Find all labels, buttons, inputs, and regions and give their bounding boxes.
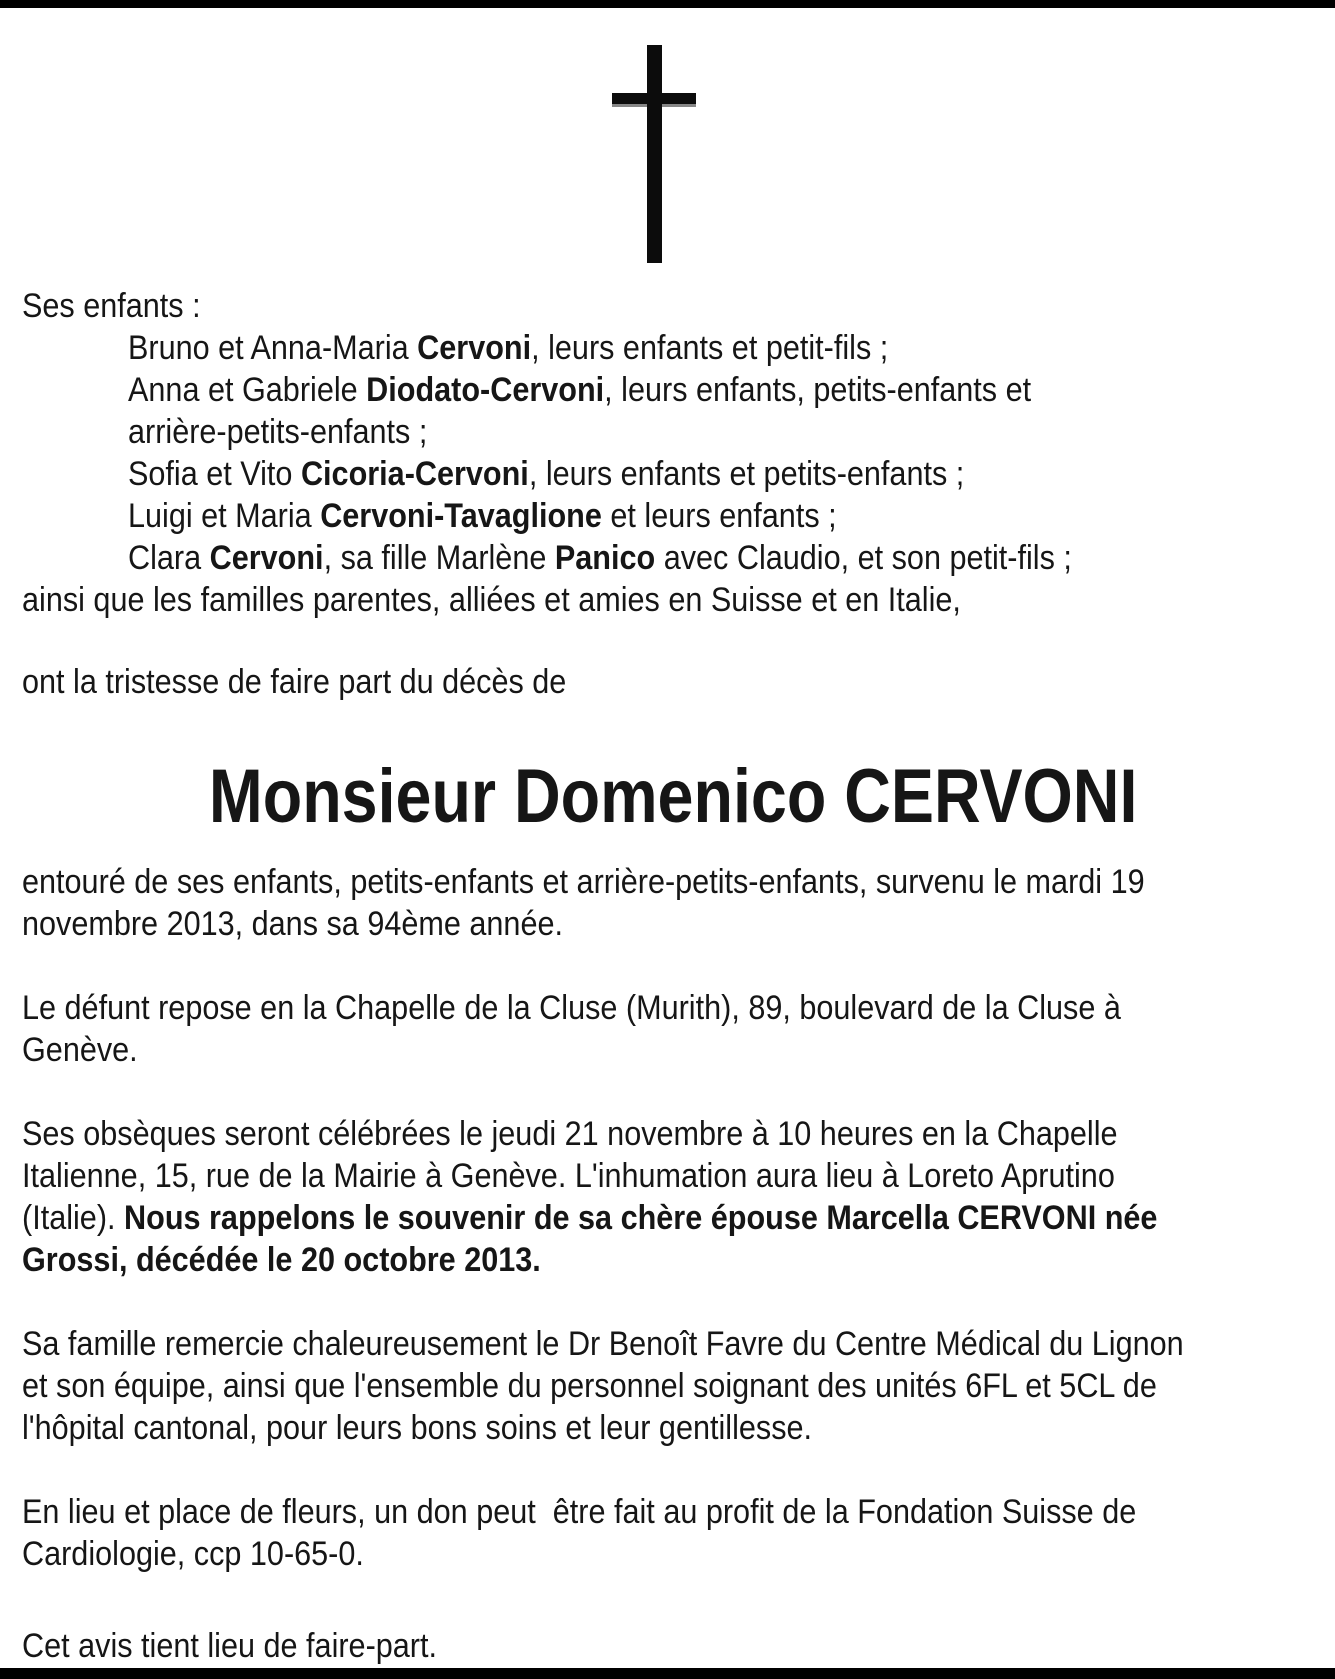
obituary-body bbox=[0, 280, 1335, 1667]
text-line bbox=[22, 1029, 1195, 1071]
text-segment: et leurs enfants ; bbox=[601, 497, 837, 535]
text-segment: , leurs enfants et petits-enfants ; bbox=[528, 455, 965, 493]
text-line bbox=[22, 1407, 1195, 1449]
text-line bbox=[22, 987, 1195, 1029]
intro-line: Ses enfants : bbox=[22, 287, 201, 325]
text-line bbox=[22, 1155, 1195, 1197]
text-segment: Italienne, 15, rue de la Mairie à Genève. L'inhumation aura lieu à Loreto Aprutino bbox=[22, 1157, 1115, 1195]
text-segment: Anna et Gabriele bbox=[128, 371, 367, 409]
text-segment: , leurs enfants, petits-enfants et bbox=[604, 371, 1032, 409]
text-line bbox=[128, 537, 1205, 579]
text-segment: Sa famille remercie chaleureusement le Dr Benoît Favre du Centre Médical du Lignon bbox=[22, 1325, 1184, 1363]
deceased-name-heading bbox=[22, 755, 1325, 839]
paragraph bbox=[22, 1323, 1325, 1449]
text-segment: et son équipe, ainsi que l'ensemble du personnel soignant des unités 6FL et 5CL de bbox=[22, 1367, 1157, 1405]
deceased-name: Monsieur Domenico CERVONI bbox=[209, 754, 1138, 839]
text-line bbox=[22, 1491, 1195, 1533]
text-segment: ainsi que les familles parentes, alliées et amies en Suisse et en Italie, bbox=[22, 581, 961, 619]
paragraph bbox=[22, 861, 1325, 945]
top-border-bar bbox=[0, 0, 1335, 8]
text-segment: , leurs enfants et petit-fils ; bbox=[531, 329, 889, 367]
text-segment: (Italie). bbox=[22, 1199, 125, 1237]
emphasized-text: Cicoria-Cervoni bbox=[300, 455, 529, 493]
text-line bbox=[128, 327, 1205, 369]
text-segment: novembre 2013, dans sa 94ème année. bbox=[22, 905, 563, 943]
text-segment: l'hôpital cantonal, pour leurs bons soins et leur gentillesse. bbox=[22, 1409, 813, 1447]
text-line bbox=[22, 1113, 1195, 1155]
paragraph bbox=[22, 1491, 1325, 1575]
text-line bbox=[22, 579, 1195, 621]
text-line bbox=[22, 1323, 1195, 1365]
text-segment: Sofia et Vito bbox=[128, 455, 301, 493]
text-line bbox=[128, 411, 1205, 453]
text-segment: , sa fille Marlène bbox=[323, 539, 555, 577]
text-line bbox=[128, 495, 1205, 537]
text-line bbox=[128, 453, 1205, 495]
text-segment: Clara bbox=[128, 539, 210, 577]
emphasized-text: Nous rappelons le souvenir de sa chère épouse Marcella CERVONI née bbox=[124, 1199, 1158, 1237]
emphasized-text: Cervoni bbox=[417, 329, 532, 367]
cross-vertical-bar bbox=[647, 45, 662, 263]
paragraph bbox=[22, 987, 1325, 1071]
text-line bbox=[22, 1197, 1195, 1239]
text-line bbox=[22, 1533, 1195, 1575]
emphasized-text: Cervoni-Tavaglione bbox=[320, 497, 602, 535]
emphasized-text: Panico bbox=[554, 539, 656, 577]
family-list bbox=[22, 327, 1325, 621]
text-line bbox=[22, 1239, 1195, 1281]
text-segment: Ses obsèques seront célébrées le jeudi 21 novembre à 10 heures en la Chapelle bbox=[22, 1115, 1118, 1153]
lead-in-line: ont la tristesse de faire part du décès de bbox=[22, 663, 567, 701]
text-line bbox=[22, 1365, 1195, 1407]
emphasized-text: Diodato-Cervoni bbox=[366, 371, 605, 409]
text-line bbox=[22, 1625, 1195, 1667]
text-segment: Cardiologie, ccp 10-65-0. bbox=[22, 1535, 364, 1573]
emphasized-text: Cervoni bbox=[209, 539, 324, 577]
text-segment: Le défunt repose en la Chapelle de la Cluse (Murith), 89, boulevard de la Cluse à bbox=[22, 989, 1121, 1027]
text-segment: Luigi et Maria bbox=[128, 497, 321, 535]
text-segment: Bruno et Anna-Maria bbox=[128, 329, 418, 367]
paragraph bbox=[22, 1625, 1325, 1667]
text-segment: entouré de ses enfants, petits-enfants et arrière-petits-enfants, survenu le mardi 19 bbox=[22, 863, 1145, 901]
text-segment: avec Claudio, et son petit-fils ; bbox=[655, 539, 1072, 577]
text-line bbox=[22, 861, 1195, 903]
body-paragraphs bbox=[22, 861, 1325, 1667]
paragraph bbox=[22, 1113, 1325, 1281]
text-segment: Genève. bbox=[22, 1031, 138, 1069]
text-segment: Cet avis tient lieu de faire-part. bbox=[22, 1627, 437, 1665]
emphasized-text: Grossi, décédée le 20 octobre 2013. bbox=[22, 1241, 541, 1279]
text-line bbox=[22, 903, 1195, 945]
memorial-cross-area bbox=[0, 8, 1335, 280]
text-segment: arrière-petits-enfants ; bbox=[128, 413, 428, 451]
text-line bbox=[128, 369, 1205, 411]
text-segment: En lieu et place de fleurs, un don peut être fait au profit de la Fondation Suisse de bbox=[22, 1493, 1137, 1531]
bottom-border-bar bbox=[0, 1668, 1335, 1679]
